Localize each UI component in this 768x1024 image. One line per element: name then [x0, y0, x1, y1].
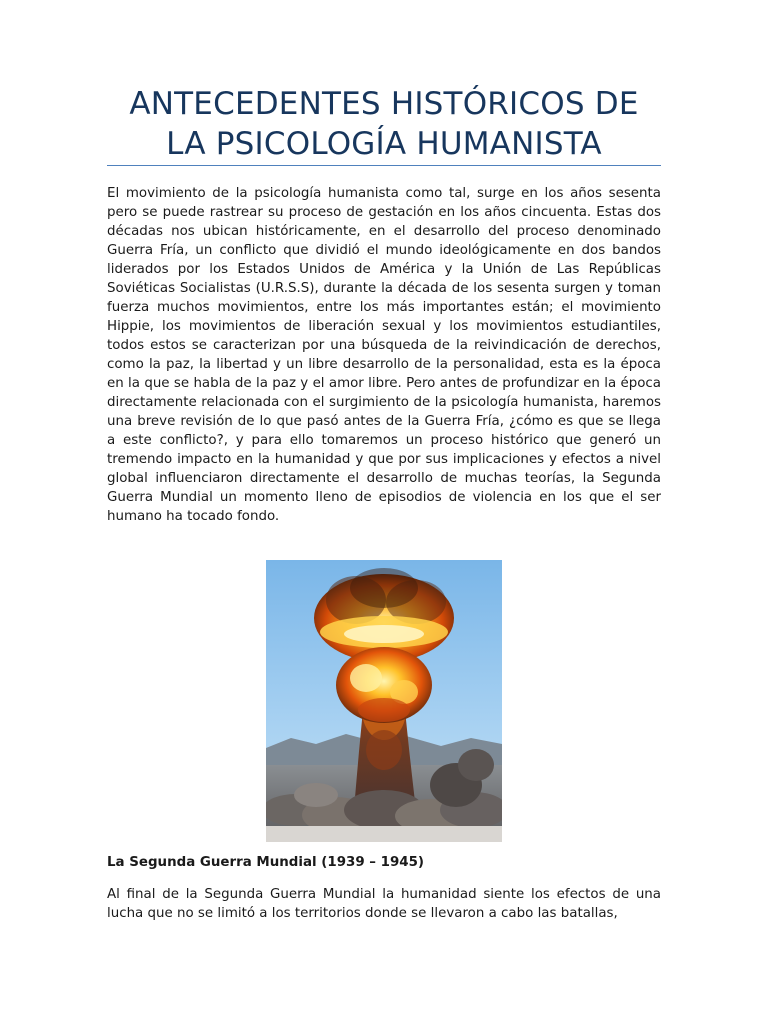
section-heading: La Segunda Guerra Mundial (1939 – 1945) — [107, 855, 425, 870]
intro-paragraph: El movimiento de la psicología humanista como tal, surge en los años sesenta pero se puede rastrear su proceso de gestación en los años cincuenta. Estas dos décadas nos ubican históricamente, en el desarrollo del proceso denominado Guerra Fría, un conflicto que dividió el mundo ideológicamente en dos bandos liderados por los Estados Unidos de América y la Unión de Las Repúblicas Soviéticas Socialistas (U.R.S.S), durante la década de los sesenta surgen y toman fuerza muchos movimientos, entre los más importantes están; el movimiento Hippie, los movimientos de liberación sexual y los movimientos estudiantiles, todos estos se caracterizan por una búsqueda de la reivindicación de derechos, como la paz, la libertad y un libre desarrollo de la personalidad, esta es la época en la que se habla de la paz y el amor libre. Pero antes de profundizar en la época directamente relacionada con el surgimiento de la psicología humanista, haremos una breve revisión de lo que pasó antes de la Guerra Fría, ¿cómo es que se llega a este conflicto?, y para ello tomaremos un proceso histórico que generó un tremendo impacto en la humanidad y que por sus implicaciones y efectos a nivel global influenciaron directamente el desarrollo de muchas teorías, la Segunda Guerra Mundial un momento lleno de episodios de violencia en los que el ser humano ha tocado fondo. — [107, 186, 661, 524]
title-divider — [107, 165, 661, 166]
section-paragraph: Al final de la Segunda Guerra Mundial la humanidad siente los efectos de una lucha que no se limitó a los territorios donde se llevaron a cabo las batallas, — [107, 887, 661, 921]
page-title: ANTECEDENTES HISTÓRICOS DE LA PSICOLOGÍA HUMANISTA — [129, 86, 639, 162]
mushroom-cloud-image — [266, 560, 502, 842]
